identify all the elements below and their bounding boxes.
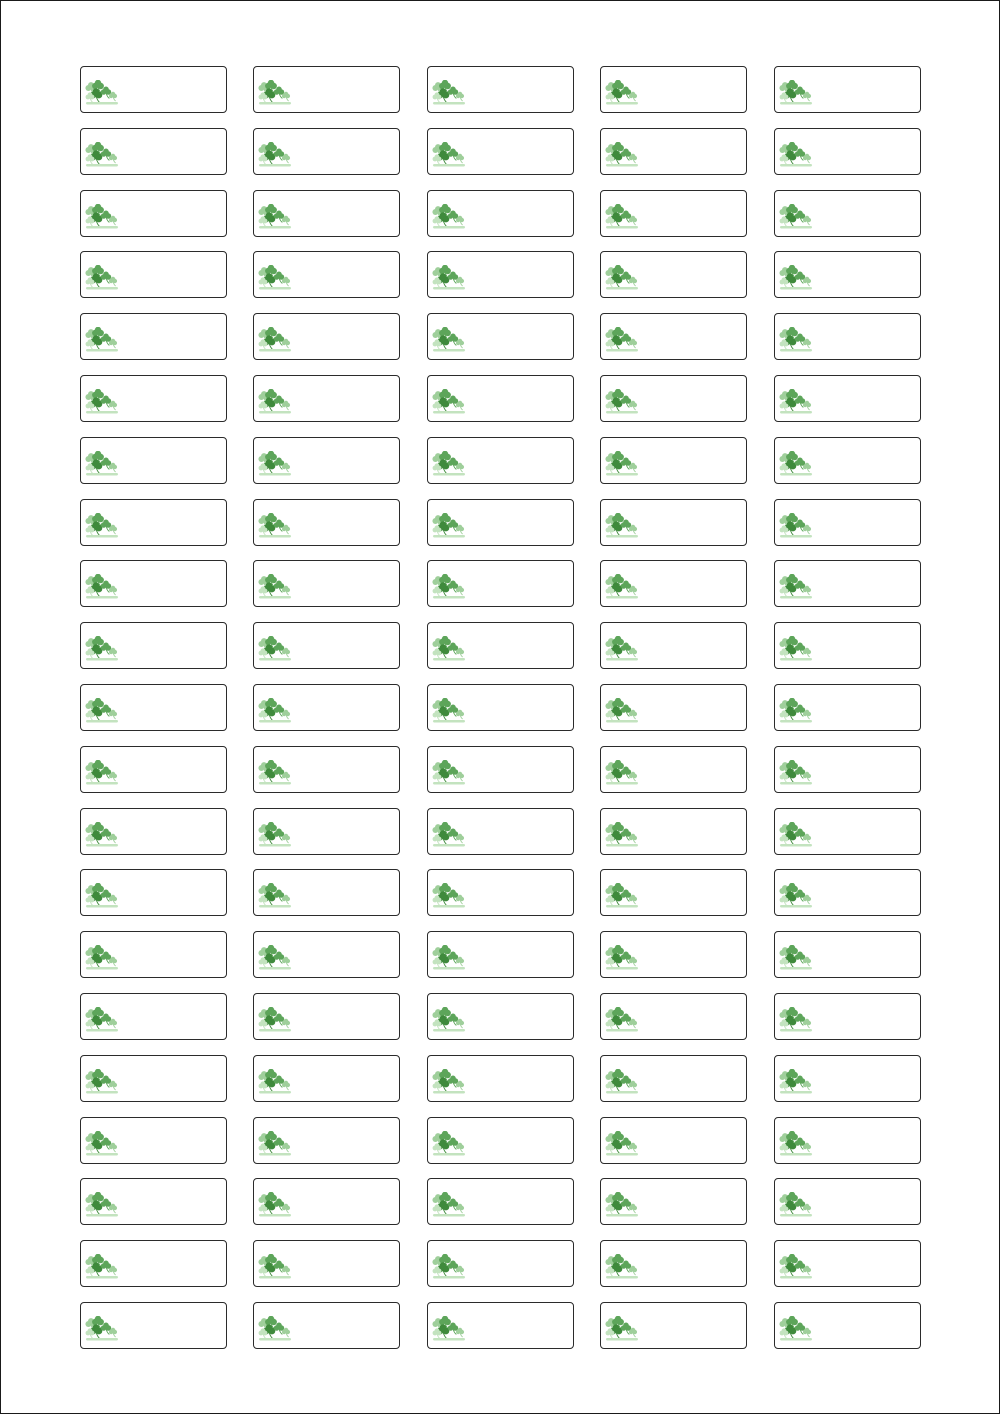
blank-label	[80, 251, 227, 298]
blank-label	[427, 437, 574, 484]
shamrock-clover-icon	[84, 142, 120, 168]
blank-label	[80, 66, 227, 113]
blank-label	[774, 622, 921, 669]
blank-label	[774, 437, 921, 484]
shamrock-clover-icon	[604, 636, 640, 662]
blank-label	[600, 808, 747, 855]
blank-label	[600, 560, 747, 607]
blank-label	[600, 993, 747, 1040]
blank-label	[80, 869, 227, 916]
shamrock-clover-icon	[604, 1131, 640, 1157]
blank-label	[80, 808, 227, 855]
shamrock-clover-icon	[431, 204, 467, 230]
blank-label	[427, 931, 574, 978]
blank-label	[253, 622, 400, 669]
shamrock-clover-icon	[431, 265, 467, 291]
blank-label	[253, 437, 400, 484]
blank-label	[80, 375, 227, 422]
blank-label	[253, 66, 400, 113]
shamrock-clover-icon	[431, 574, 467, 600]
blank-label	[600, 1240, 747, 1287]
blank-label	[774, 1302, 921, 1349]
shamrock-clover-icon	[257, 80, 293, 106]
shamrock-clover-icon	[257, 945, 293, 971]
shamrock-clover-icon	[778, 883, 814, 909]
blank-label	[774, 808, 921, 855]
shamrock-clover-icon	[257, 1192, 293, 1218]
shamrock-clover-icon	[257, 760, 293, 786]
blank-label	[253, 746, 400, 793]
blank-label	[80, 993, 227, 1040]
blank-label	[427, 1117, 574, 1164]
shamrock-clover-icon	[84, 327, 120, 353]
shamrock-clover-icon	[778, 1007, 814, 1033]
shamrock-clover-icon	[257, 265, 293, 291]
blank-label	[600, 499, 747, 546]
shamrock-clover-icon	[778, 80, 814, 106]
shamrock-clover-icon	[257, 451, 293, 477]
shamrock-clover-icon	[431, 451, 467, 477]
shamrock-clover-icon	[431, 513, 467, 539]
shamrock-clover-icon	[84, 822, 120, 848]
shamrock-clover-icon	[84, 636, 120, 662]
shamrock-clover-icon	[431, 80, 467, 106]
blank-label	[774, 684, 921, 731]
shamrock-clover-icon	[257, 883, 293, 909]
blank-label	[253, 190, 400, 237]
shamrock-clover-icon	[257, 636, 293, 662]
shamrock-clover-icon	[778, 1254, 814, 1280]
blank-label	[427, 808, 574, 855]
blank-label	[253, 375, 400, 422]
blank-label	[600, 1302, 747, 1349]
shamrock-clover-icon	[84, 265, 120, 291]
shamrock-clover-icon	[257, 389, 293, 415]
blank-label	[253, 560, 400, 607]
shamrock-clover-icon	[778, 1192, 814, 1218]
blank-label	[427, 1240, 574, 1287]
shamrock-clover-icon	[84, 574, 120, 600]
shamrock-clover-icon	[84, 451, 120, 477]
blank-label	[253, 869, 400, 916]
shamrock-clover-icon	[257, 142, 293, 168]
shamrock-clover-icon	[431, 945, 467, 971]
shamrock-clover-icon	[431, 142, 467, 168]
blank-label	[253, 313, 400, 360]
shamrock-clover-icon	[604, 1007, 640, 1033]
shamrock-clover-icon	[431, 1131, 467, 1157]
shamrock-clover-icon	[84, 204, 120, 230]
shamrock-clover-icon	[604, 142, 640, 168]
blank-label	[253, 499, 400, 546]
blank-label	[600, 1117, 747, 1164]
shamrock-clover-icon	[778, 698, 814, 724]
shamrock-clover-icon	[778, 204, 814, 230]
shamrock-clover-icon	[84, 1254, 120, 1280]
shamrock-clover-icon	[778, 636, 814, 662]
shamrock-clover-icon	[604, 574, 640, 600]
shamrock-clover-icon	[778, 451, 814, 477]
shamrock-clover-icon	[604, 822, 640, 848]
shamrock-clover-icon	[778, 1131, 814, 1157]
blank-label	[80, 499, 227, 546]
shamrock-clover-icon	[604, 698, 640, 724]
shamrock-clover-icon	[257, 698, 293, 724]
shamrock-clover-icon	[257, 1254, 293, 1280]
blank-label	[427, 251, 574, 298]
blank-label	[80, 1178, 227, 1225]
shamrock-clover-icon	[431, 327, 467, 353]
shamrock-clover-icon	[778, 513, 814, 539]
blank-label	[427, 1302, 574, 1349]
blank-label	[80, 313, 227, 360]
blank-label	[80, 684, 227, 731]
blank-label	[774, 1117, 921, 1164]
blank-label	[600, 375, 747, 422]
shamrock-clover-icon	[84, 1316, 120, 1342]
blank-label	[253, 684, 400, 731]
blank-label	[600, 128, 747, 175]
blank-label	[253, 128, 400, 175]
shamrock-clover-icon	[431, 1254, 467, 1280]
blank-label	[600, 931, 747, 978]
blank-label	[427, 684, 574, 731]
shamrock-clover-icon	[778, 327, 814, 353]
blank-label	[774, 931, 921, 978]
shamrock-clover-icon	[84, 1007, 120, 1033]
blank-label	[253, 1302, 400, 1349]
shamrock-clover-icon	[257, 1131, 293, 1157]
shamrock-clover-icon	[604, 1192, 640, 1218]
blank-label	[80, 1117, 227, 1164]
shamrock-clover-icon	[604, 883, 640, 909]
shamrock-clover-icon	[431, 1192, 467, 1218]
shamrock-clover-icon	[604, 760, 640, 786]
shamrock-clover-icon	[778, 142, 814, 168]
blank-label	[80, 746, 227, 793]
blank-label	[774, 128, 921, 175]
blank-label	[80, 1240, 227, 1287]
blank-label	[774, 375, 921, 422]
blank-label	[253, 931, 400, 978]
blank-label	[600, 684, 747, 731]
blank-label	[80, 931, 227, 978]
shamrock-clover-icon	[257, 822, 293, 848]
blank-label	[80, 560, 227, 607]
shamrock-clover-icon	[604, 265, 640, 291]
blank-label	[427, 1055, 574, 1102]
blank-label	[427, 313, 574, 360]
shamrock-clover-icon	[778, 574, 814, 600]
shamrock-clover-icon	[778, 822, 814, 848]
blank-label	[774, 993, 921, 1040]
shamrock-clover-icon	[431, 698, 467, 724]
shamrock-clover-icon	[257, 1069, 293, 1095]
blank-label	[80, 190, 227, 237]
blank-label	[427, 993, 574, 1040]
shamrock-clover-icon	[604, 1254, 640, 1280]
shamrock-clover-icon	[604, 389, 640, 415]
blank-label	[600, 313, 747, 360]
blank-label	[774, 1178, 921, 1225]
shamrock-clover-icon	[431, 389, 467, 415]
shamrock-clover-icon	[431, 760, 467, 786]
blank-label	[774, 560, 921, 607]
blank-label	[600, 251, 747, 298]
shamrock-clover-icon	[84, 945, 120, 971]
blank-label	[774, 66, 921, 113]
blank-label	[427, 375, 574, 422]
shamrock-clover-icon	[84, 698, 120, 724]
blank-label	[80, 1055, 227, 1102]
shamrock-clover-icon	[84, 389, 120, 415]
blank-label	[427, 560, 574, 607]
shamrock-clover-icon	[778, 389, 814, 415]
shamrock-clover-icon	[84, 1131, 120, 1157]
shamrock-clover-icon	[431, 1007, 467, 1033]
blank-label	[774, 251, 921, 298]
blank-label	[774, 499, 921, 546]
shamrock-clover-icon	[84, 760, 120, 786]
shamrock-clover-icon	[604, 945, 640, 971]
shamrock-clover-icon	[604, 1069, 640, 1095]
blank-label	[600, 1178, 747, 1225]
blank-label	[253, 993, 400, 1040]
blank-label	[774, 313, 921, 360]
blank-label	[253, 251, 400, 298]
shamrock-clover-icon	[604, 80, 640, 106]
shamrock-clover-icon	[84, 1192, 120, 1218]
shamrock-clover-icon	[604, 204, 640, 230]
blank-label	[600, 869, 747, 916]
shamrock-clover-icon	[257, 513, 293, 539]
blank-label	[774, 746, 921, 793]
blank-label	[600, 66, 747, 113]
blank-label	[80, 622, 227, 669]
blank-label	[774, 1055, 921, 1102]
shamrock-clover-icon	[431, 1069, 467, 1095]
shamrock-clover-icon	[257, 574, 293, 600]
shamrock-clover-icon	[604, 1316, 640, 1342]
blank-label	[253, 808, 400, 855]
shamrock-clover-icon	[431, 822, 467, 848]
blank-label	[253, 1178, 400, 1225]
blank-label	[427, 190, 574, 237]
blank-label	[427, 869, 574, 916]
shamrock-clover-icon	[604, 451, 640, 477]
blank-label	[253, 1055, 400, 1102]
shamrock-clover-icon	[84, 883, 120, 909]
blank-label	[80, 1302, 227, 1349]
blank-label	[80, 128, 227, 175]
blank-label	[600, 437, 747, 484]
shamrock-clover-icon	[84, 1069, 120, 1095]
blank-label	[427, 746, 574, 793]
shamrock-clover-icon	[778, 945, 814, 971]
shamrock-clover-icon	[431, 1316, 467, 1342]
blank-label	[427, 66, 574, 113]
shamrock-clover-icon	[257, 327, 293, 353]
blank-label	[600, 190, 747, 237]
shamrock-clover-icon	[257, 1316, 293, 1342]
blank-label	[600, 746, 747, 793]
blank-label	[253, 1117, 400, 1164]
blank-label	[427, 622, 574, 669]
blank-label	[427, 128, 574, 175]
shamrock-clover-icon	[778, 1069, 814, 1095]
shamrock-clover-icon	[431, 883, 467, 909]
blank-label	[774, 869, 921, 916]
shamrock-clover-icon	[257, 1007, 293, 1033]
blank-label	[600, 1055, 747, 1102]
blank-label	[253, 1240, 400, 1287]
blank-label	[427, 499, 574, 546]
shamrock-clover-icon	[604, 513, 640, 539]
shamrock-clover-icon	[431, 636, 467, 662]
shamrock-clover-icon	[257, 204, 293, 230]
shamrock-clover-icon	[778, 1316, 814, 1342]
blank-label	[774, 190, 921, 237]
shamrock-clover-icon	[84, 513, 120, 539]
shamrock-clover-icon	[778, 265, 814, 291]
blank-label	[427, 1178, 574, 1225]
blank-label	[774, 1240, 921, 1287]
blank-label	[600, 622, 747, 669]
shamrock-clover-icon	[778, 760, 814, 786]
shamrock-clover-icon	[604, 327, 640, 353]
shamrock-clover-icon	[84, 80, 120, 106]
blank-label	[80, 437, 227, 484]
